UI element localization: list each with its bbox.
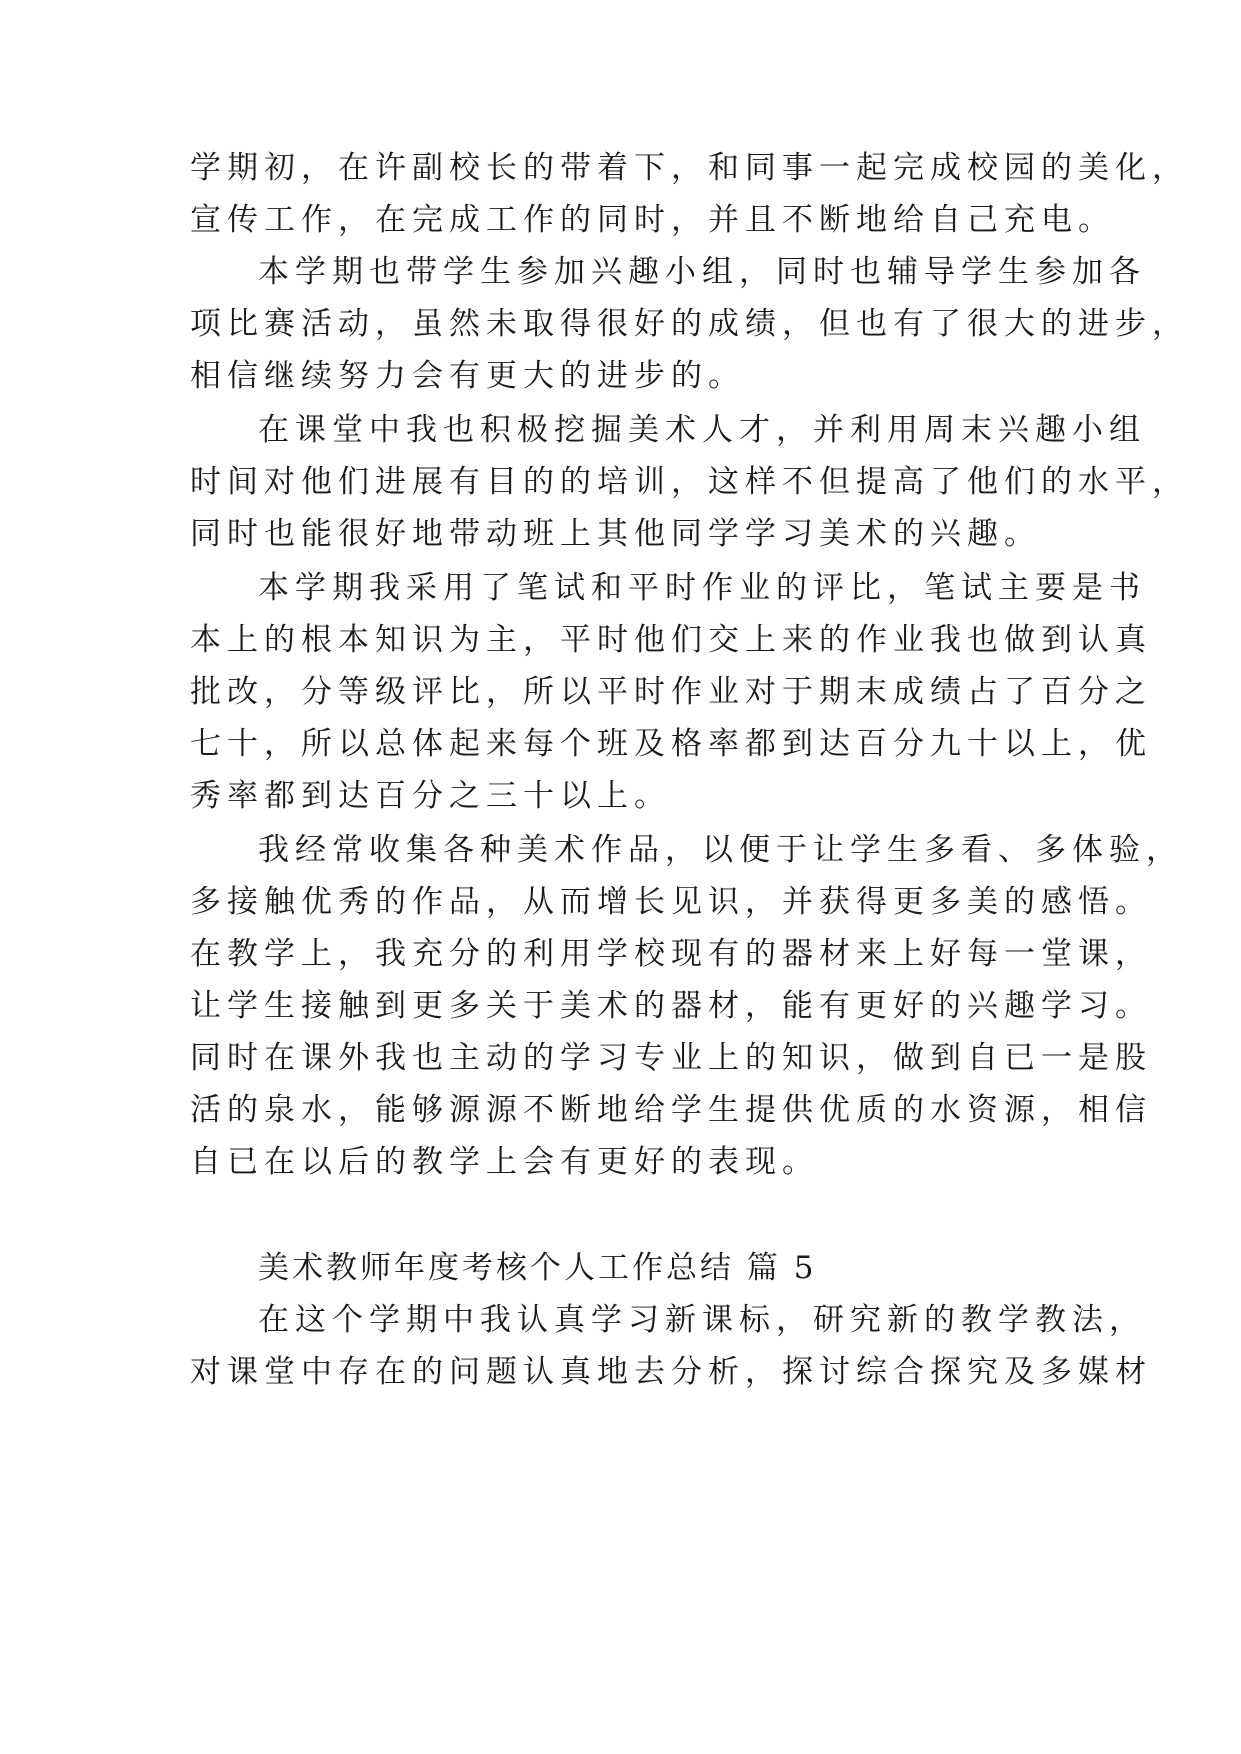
text-line: 七十，所以总体起来每个班及格率都到达百分九十以上，优 [190, 726, 1152, 762]
text-line: 相信继续努力会有更大的进步的。 [190, 358, 745, 394]
text-line: 同时在课外我也主动的学习专业上的知识，做到自已一是股 [190, 1040, 1152, 1076]
text-line: 多接触优秀的作品，从而增长见识，并获得更多美的感悟。 [190, 884, 1152, 920]
text-line: 批改，分等级评比，所以平时作业对于期末成绩占了百分之 [190, 674, 1152, 710]
text-line: 自已在以后的教学上会有更好的表现。 [190, 1144, 819, 1180]
text-line: 时间对他们进展有目的的培训，这样不但提高了他们的水平， [190, 464, 1189, 500]
text-line: 宣传工作，在完成工作的同时，并且不断地给自己充电。 [190, 202, 1115, 238]
text-line: 活的泉水，能够源源不断地给学生提供优质的水资源，相信 [190, 1092, 1152, 1128]
paragraph-first-line: 在课堂中我也积极挖掘美术人才，并利用周末兴趣小组 [258, 412, 1146, 448]
text-line: 同时也能很好地带动班上其他同学学习美术的兴趣。 [190, 516, 1041, 552]
paragraph-first-line: 我经常收集各种美术作品，以便于让学生多看、多体验， [258, 832, 1183, 868]
text-line: 学期初，在许副校长的带着下，和同事一起完成校园的美化， [190, 150, 1189, 186]
text-line: 秀率都到达百分之三十以上。 [190, 778, 671, 814]
text-line: 让学生接触到更多关于美术的器材，能有更好的兴趣学习。 [190, 988, 1152, 1024]
paragraph-first-line: 本学期也带学生参加兴趣小组，同时也辅导学生参加各 [258, 254, 1146, 290]
section-heading: 美术教师年度考核个人工作总结 篇 5 [258, 1250, 817, 1286]
text-line: 本上的根本知识为主，平时他们交上来的作业我也做到认真 [190, 622, 1152, 658]
text-line: 项比赛活动，虽然未取得很好的成绩，但也有了很大的进步， [190, 306, 1189, 342]
paragraph-first-line: 本学期我采用了笔试和平时作业的评比，笔试主要是书 [258, 570, 1146, 606]
text-line: 对课堂中存在的问题认真地去分析，探讨综合探究及多媒材 [190, 1354, 1152, 1390]
text-line: 在教学上，我充分的利用学校现有的器材来上好每一堂课， [190, 936, 1152, 972]
paragraph-first-line: 在这个学期中我认真学习新课标，研究新的教学教法， [258, 1302, 1146, 1338]
